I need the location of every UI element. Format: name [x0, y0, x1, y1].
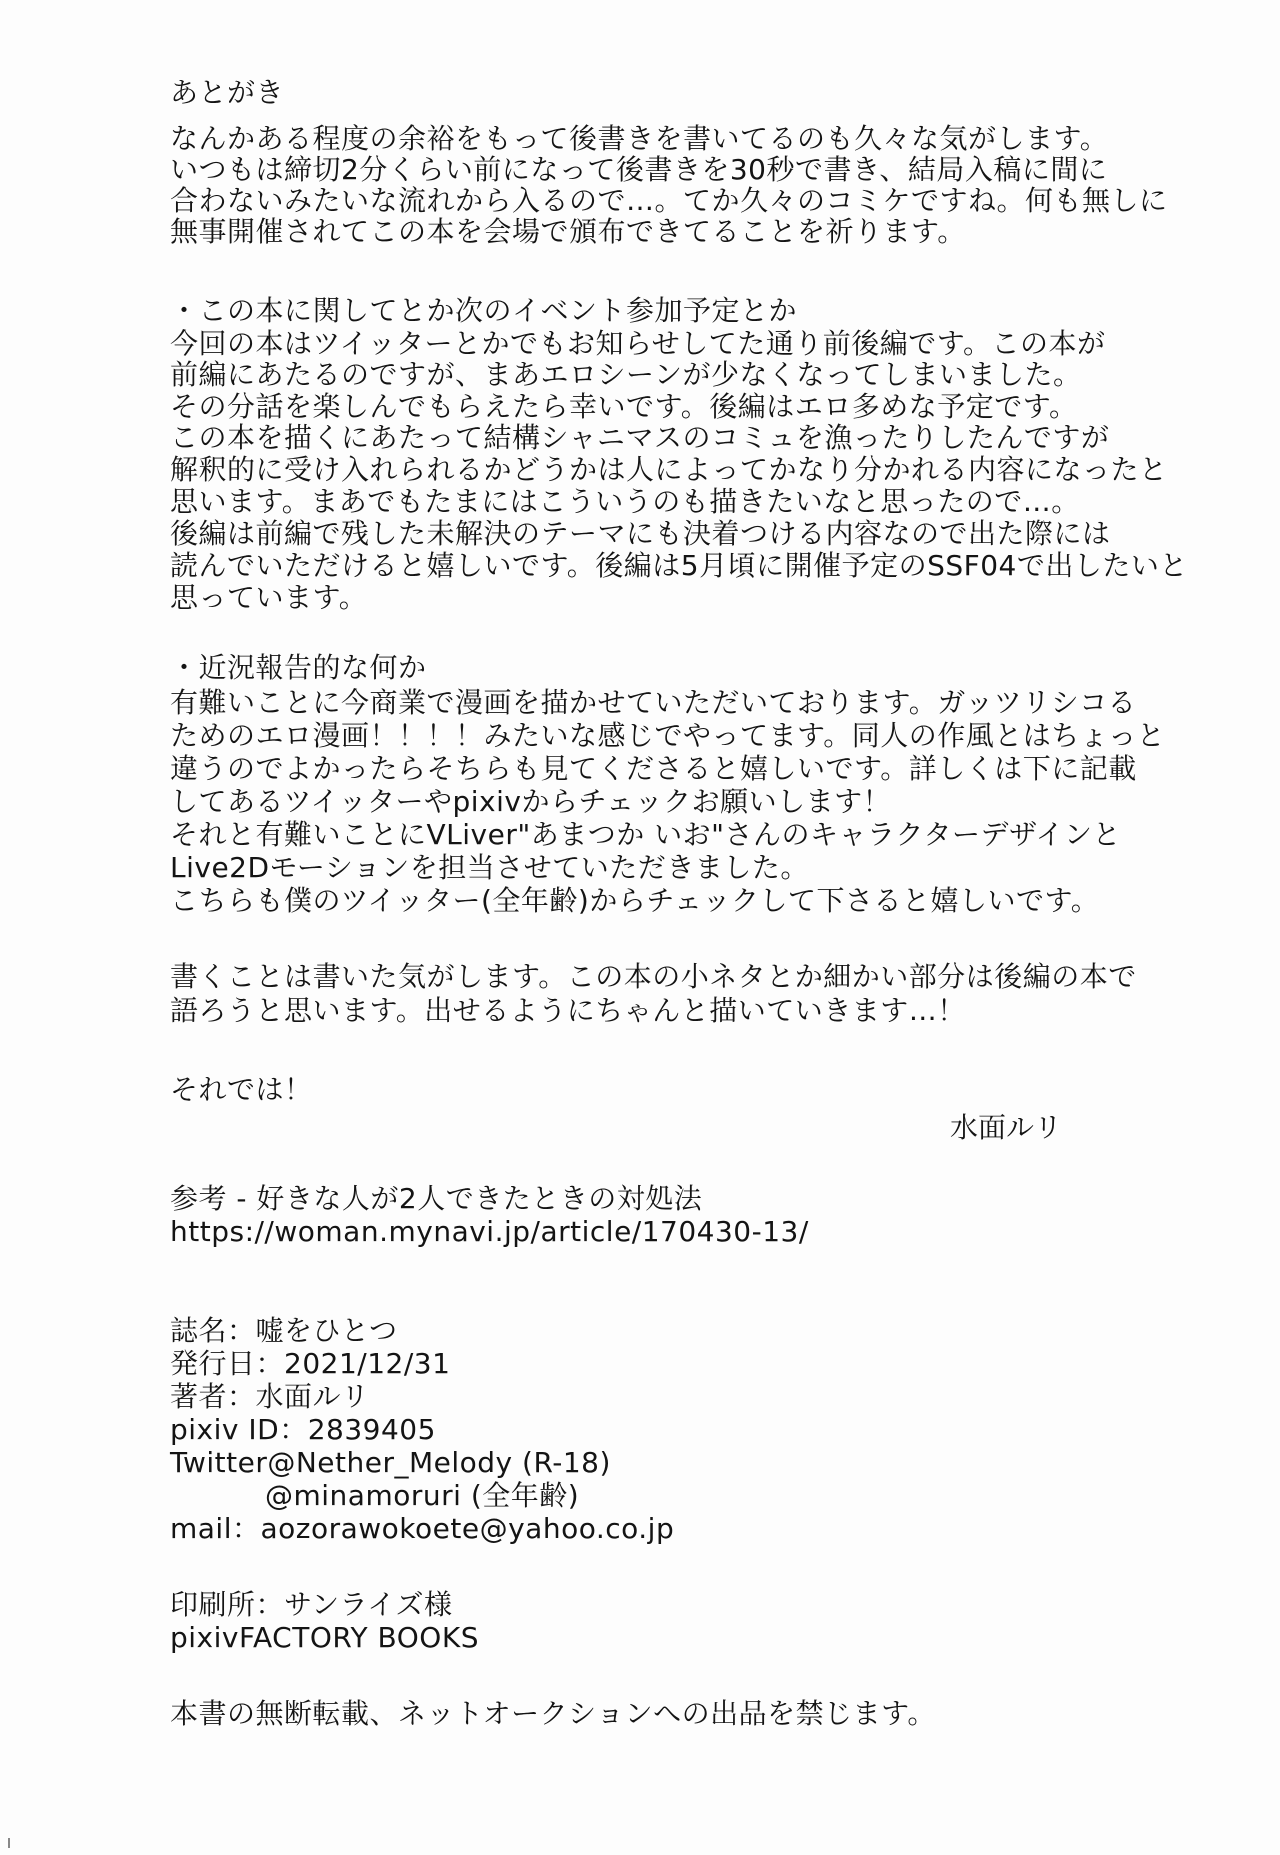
section-line: 違うのでよかったらそちらも見てくださると嬉しいです。詳しくは下に記載 [170, 752, 1137, 785]
section-line: 読んでいただけると嬉しいです。後編は5月頃に開催予定のSSF04で出したいと [170, 549, 1188, 582]
intro-line: なんかある程度の余裕をもって後書きを書いてるのも久々な気がします。 [170, 122, 1109, 155]
section-line: してあるツイッターやpixivからチェックお願いします！ [170, 785, 892, 818]
section-line: この本を描くにあたって結構シャニマスのコミュを漁ったりしたんですが [170, 421, 1110, 454]
closing-line: 書くことは書いた気がします。この本の小ネタとか細かい部分は後編の本で [170, 960, 1137, 993]
section-line: こちらも僕のツイッター(全年齢)からチェックして下さると嬉しいです。 [170, 884, 1100, 917]
section-line: 前編にあたるのですが、まあエロシーンが少なくなってしまいました。 [170, 358, 1082, 391]
colophon-printer-brand: pixivFACTORY BOOKS [170, 1621, 479, 1654]
section-line: ためのエロ漫画！！！！みたいな感じでやってます。同人の作風とはちょっと [170, 719, 1166, 752]
section-line: 解釈的に受け入れられるかどうかは人によってかなり分かれる内容になったと [170, 453, 1168, 486]
intro-line: 合わないみたいな流れから入るので…。てか久々のコミケですね。何も無しに [170, 184, 1168, 217]
section-line: 思っています。 [170, 581, 368, 614]
section-line: 今回の本はツイッターとかでもお知らせしてた通り前後編です。この本が [170, 327, 1106, 360]
colophon-printer: 印刷所：サンライズ様 [170, 1588, 453, 1621]
colophon-twitter-all-ages [170, 1479, 579, 1513]
intro-line: いつもは締切2分くらい前になって後書きを30秒で書き、結局入稿に間に [170, 153, 1108, 186]
section-line: Live2Dモーションを担当させていただきました。 [170, 851, 809, 884]
colophon-pixiv: pixiv ID：2839405 [170, 1413, 436, 1446]
intro-line: 無事開催されてこの本を会場で頒布できてることを祈ります。 [170, 215, 966, 248]
copyright-notice: 本書の無断転載、ネットオークションへの出品を禁じます。 [170, 1697, 936, 1730]
colophon-date: 発行日：2021/12/31 [170, 1347, 451, 1380]
section-title: ・近況報告的な何か [170, 651, 427, 684]
colophon-author: 著者：水面ルリ [170, 1380, 370, 1413]
reference-url: https://woman.mynavi.jp/article/170430-13/ [170, 1215, 809, 1248]
colophon-twitter-r18: Twitter@Nether_Melody (R-18) [170, 1446, 611, 1479]
section-line: それと有難いことにVLiver"あまつか いお"さんのキャラクターデザインと [170, 818, 1121, 851]
farewell: それでは！ [170, 1073, 313, 1106]
section-title: ・この本に関してとか次のイベント参加予定とか [170, 294, 798, 327]
afterword-heading: あとがき [170, 76, 285, 109]
twitter-all-ages-handle: @minamoruri (全年齢) [265, 1479, 580, 1512]
scan-edge-mark [8, 1838, 10, 1848]
section-line: 有難いことに今商業で漫画を描かせていただいております。ガッツリシコる [170, 686, 1137, 719]
section-line: 後編は前編で残した未解決のテーマにも決着つける内容なので出た際には [170, 517, 1111, 550]
colophon-title: 誌名：嘘をひとつ [170, 1314, 398, 1347]
section-line: その分話を楽しんでもらえたら幸いです。後編はエロ多めな予定です。 [170, 390, 1078, 423]
reference-label: 参考 - 好きな人が2人できたときの対処法 [170, 1182, 703, 1215]
section-line: 思います。まあでもたまにはこういうのも描きたいなと思ったので…。 [170, 485, 1080, 518]
colophon-mail: mail：aozorawokoete@yahoo.co.jp [170, 1512, 675, 1545]
closing-line: 語ろうと思います。出せるようにちゃんと描いていきます…！ [170, 994, 966, 1027]
signature: 水面ルリ [950, 1111, 1063, 1144]
